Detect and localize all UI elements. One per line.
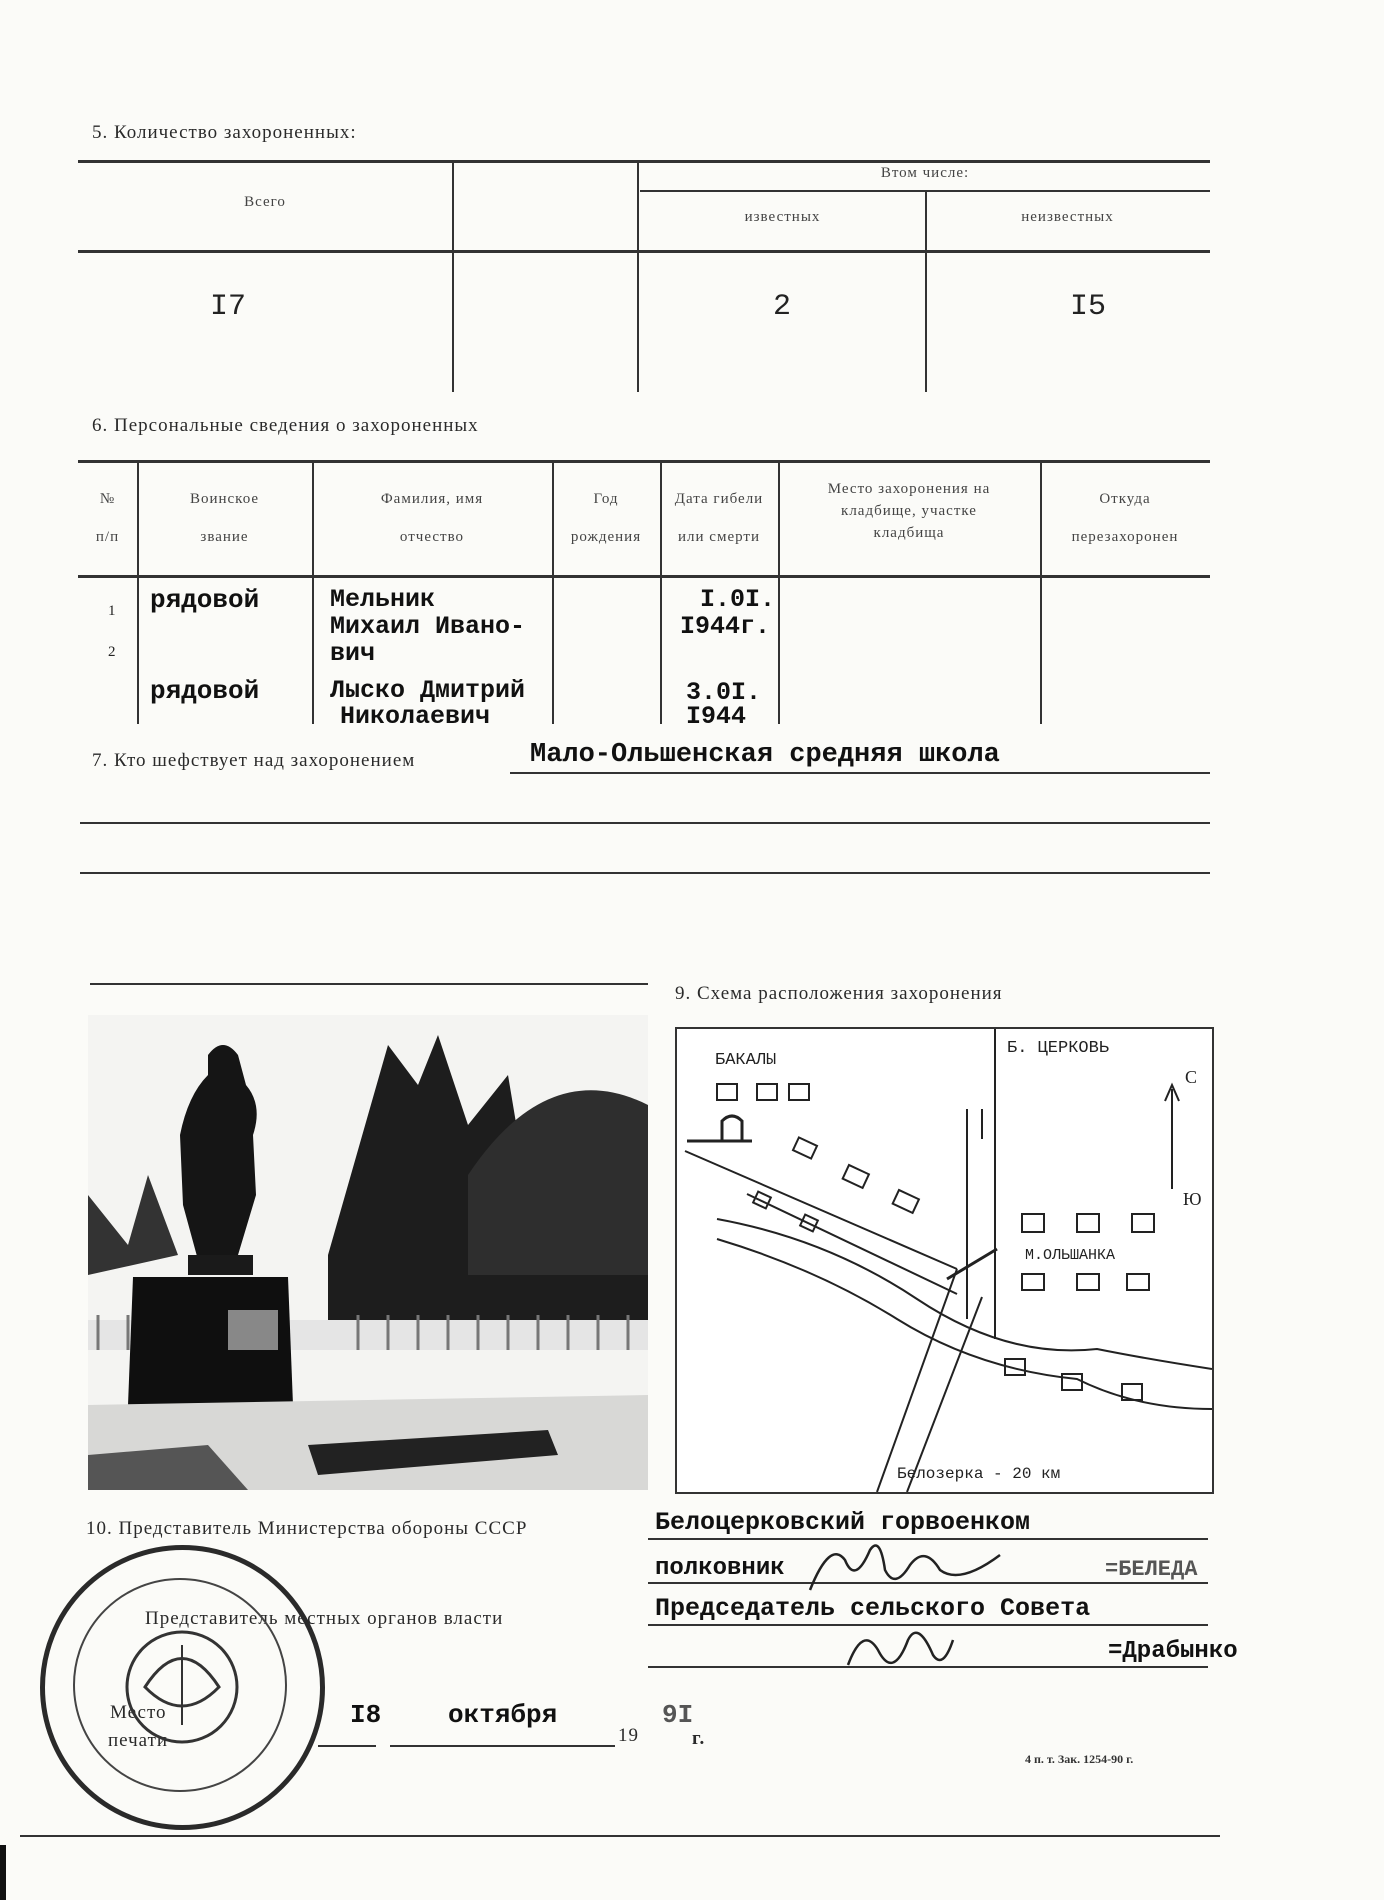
mod-org: Белоцерковский горвоенком [655, 1508, 1031, 1537]
table5-known-value: 2 [773, 290, 792, 324]
map-label-b-tserkov: Б. ЦЕРКОВЬ [1007, 1039, 1110, 1058]
table6-header-rank-1: Воинское [189, 491, 260, 507]
section10-title: 10. Представитель Министерства обороны СССР [86, 1518, 528, 1539]
table6-header-from-1: Откуда [1099, 491, 1151, 507]
mod-rank-name: =БЕЛЕДА [1105, 1557, 1198, 1582]
burial-map-drawing [677, 1029, 1212, 1492]
row2-name-1: Лыско Дмитрий [330, 676, 526, 705]
monument-photo-image [88, 1015, 648, 1490]
table5-unknown-value: I5 [1070, 290, 1107, 324]
table6-header-rank-2: звание [200, 529, 249, 545]
seal-emblem [45, 1550, 320, 1825]
map-label-south: Ю [1183, 1189, 1202, 1209]
row1-death-1: I.0I. [700, 585, 776, 614]
table6-header-death-1: Дата гибели [674, 491, 764, 507]
section7-value: Мало-Ольшенская средняя школа [530, 740, 1000, 770]
table5-header-known: известных [744, 209, 821, 225]
row2-death-1: 3.0I. [686, 678, 762, 707]
table6-header-place-2: кладбище, участке [841, 503, 977, 519]
table5-header-unknown: неизвестных [1021, 209, 1114, 225]
seal-place-label: Место [110, 1702, 167, 1723]
row2-num: 2 [108, 644, 116, 660]
blank-line-1 [80, 822, 1210, 824]
table6-header-from-2: перезахоронен [1071, 529, 1179, 545]
mod-rank: полковник [655, 1555, 785, 1582]
table6-header-birth-2: рождения [570, 529, 642, 545]
signature-chairman [838, 1610, 958, 1690]
table6-header-place-3: кладбища [873, 525, 945, 541]
section6-title: 6. Персональные сведения о захороненных [92, 415, 479, 436]
printer-note: 4 п. т. Зак. 1254-90 г. [1025, 1752, 1134, 1766]
table6-header-num-1: № [99, 491, 116, 507]
table6-header-name-2: отчество [399, 529, 465, 545]
monument-photo [88, 1015, 648, 1490]
map-label-bakaly: БАКАЛЫ [715, 1051, 777, 1070]
row1-name-3: вич [330, 639, 376, 668]
table5-header-including: Втом числе: [880, 165, 970, 181]
table5-col-sep-1 [452, 162, 454, 392]
date-month-underline [390, 1745, 615, 1747]
signature-mod [800, 1530, 1020, 1610]
table-row [78, 640, 1210, 731]
map-label-north: С [1185, 1067, 1198, 1087]
map-label-belozerka: Белозерка - 20 км [897, 1465, 1061, 1483]
table5-header-total: Всего [244, 194, 286, 210]
row2-rank: рядовой [150, 676, 260, 706]
table5-col-sep-2 [637, 162, 639, 392]
table6-header-place-1: Место захоронения на [827, 481, 991, 497]
date-year: 9I [662, 1700, 694, 1730]
chairman-name: =Драбынко [1108, 1638, 1238, 1665]
row2-death-2: I944 [686, 702, 747, 731]
table6-header-death-2: или смерти [678, 529, 760, 545]
photo-top-line [90, 983, 648, 985]
row2-name-2: Николаевич [340, 702, 491, 731]
section5-title: 5. Количество захороненных: [92, 122, 357, 143]
table5-total-value: I7 [210, 290, 247, 324]
page-bottom-line [20, 1835, 1220, 1837]
seal-label: печати [108, 1730, 169, 1751]
date-year-prefix: 19 [618, 1725, 639, 1746]
row1-num: 1 [108, 603, 116, 619]
table6-header-name-1: Фамилия, имя [380, 491, 484, 507]
left-scan-edge [0, 1845, 6, 1900]
section9-title: 9. Схема расположения захоронения [675, 983, 1003, 1004]
row1-rank: рядовой [150, 585, 260, 615]
row1-name-1: Мельник [330, 585, 436, 614]
section7-underline [510, 772, 1210, 774]
burial-map [675, 1027, 1214, 1494]
local-authority-label: Представитель местных органов власти [145, 1608, 504, 1629]
date-day: I8 [350, 1700, 382, 1730]
table5-header-bottom [78, 250, 1210, 253]
chairman-title: Председатель сельского Совета [655, 1594, 1091, 1623]
map-label-m-olshanka: М.ОЛЬШАНКА [1025, 1247, 1116, 1264]
table6-header-num-2: п/п [95, 529, 120, 545]
table6-header-birth-1: Год [593, 491, 619, 507]
row1-name-2: Михаил Ивано- [330, 612, 526, 641]
row1-death-2: I944г. [680, 612, 771, 641]
blank-line-2 [80, 872, 1210, 874]
official-seal [40, 1545, 325, 1830]
section7-label: 7. Кто шефствует над захоронением [92, 750, 416, 771]
date-month: октября [448, 1700, 558, 1730]
date-year-suffix: г. [692, 1728, 706, 1749]
date-day-underline [318, 1745, 376, 1747]
